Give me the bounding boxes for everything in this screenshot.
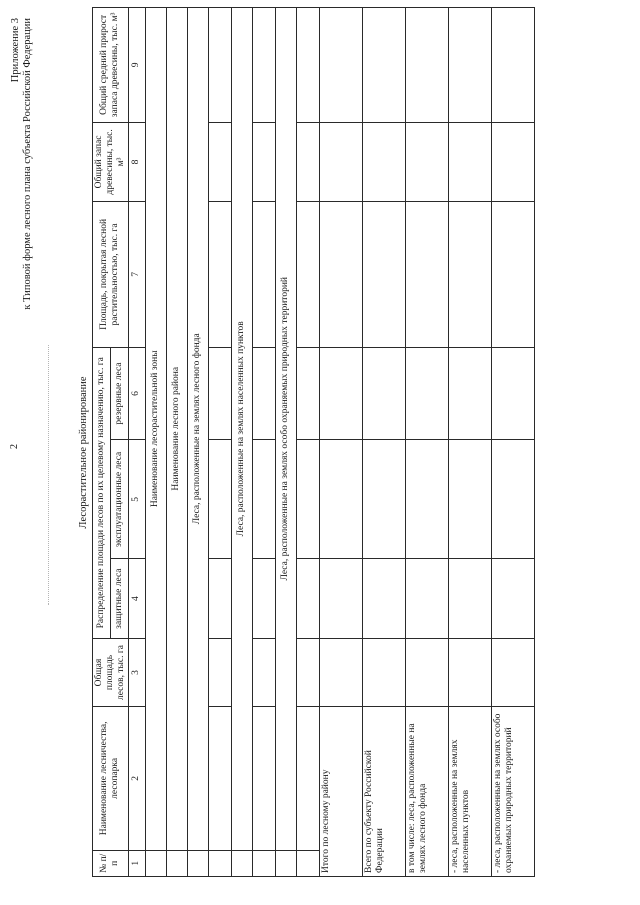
header-total-area: Общая площадь лесов, тыс. га [93,638,129,706]
table-row [252,8,275,877]
col-num-3: 3 [128,638,145,706]
protected-label: Леса, расположенные на землях особо охраняемых природных территорий [275,8,296,851]
col-num-1: 1 [128,850,145,876]
header-growth: Общий средний прирост запаса древесины, тыс. м³ [93,8,129,123]
settlements-label: Леса, расположенные на землях населенных пунктов [231,8,252,851]
total-subject-label: Всего по субъекту Российской Федерации [362,707,405,877]
header-protective: защитные леса [110,559,128,638]
incl-forest-fund-label: в том числе: леса, расположенные на землях лесного фонда [405,707,448,877]
appendix-subtitle: к Типовой форме лесного плана субъекта Российской Федерации [22,18,33,310]
document-title: Лесорастительное районирование [78,376,89,529]
settlements-row [231,8,252,877]
header-row [93,8,111,877]
table-row [296,8,319,877]
total-district-row [319,8,362,877]
header-reserve: резервные леса [110,347,128,440]
district-row [166,8,187,877]
header-stock: Общий запас древесины, тыс. м³ [93,122,129,201]
header-name: Наименование лесничества, лесопарка [93,707,129,850]
total-district-label: Итого по лесному району [319,707,362,877]
total-subject-row [362,8,405,877]
incl-protected-row [491,8,534,877]
cell [187,850,208,876]
header-exploitation: эксплуатационные леса [110,440,128,559]
col-num-4: 4 [128,559,145,638]
scan-artifact-line [48,345,49,605]
col-num-6: 6 [128,347,145,440]
col-num-9: 9 [128,8,145,123]
incl-settlements-label: - леса, расположенные на землях населенных пунктов [448,707,491,877]
cell [166,850,187,876]
page-number: 2 [9,444,20,449]
cell [145,850,166,876]
col-num-5: 5 [128,440,145,559]
zone-row [145,8,166,877]
incl-forest-fund-row [405,8,448,877]
incl-settlements-row [448,8,491,877]
cell [275,850,296,876]
header-covered-area: Площадь, покрытая лесной растительностью, тыс. га [93,202,129,348]
column-number-row [128,8,145,877]
forest-fund-row [187,8,208,877]
cell [231,850,252,876]
table-row [208,8,231,877]
zone-label: Наименование лесорастительной зоны [145,8,166,851]
district-label: Наименование лесного района [166,8,187,851]
appendix-title: Приложение 3 [10,18,21,83]
col-num-7: 7 [128,202,145,348]
header-num: № п/п [93,850,129,876]
header-distribution: Распределение площади лесов по их целевому назначению, тыс. га [93,347,111,638]
incl-protected-label: - леса, расположенные на землях особо охраняемых природных территорий [491,707,534,877]
forest-fund-label: Леса, расположенные на землях лесного фонда [187,8,208,851]
protected-row [275,8,296,877]
zoning-table [92,7,535,877]
col-num-8: 8 [128,122,145,201]
col-num-2: 2 [128,707,145,850]
